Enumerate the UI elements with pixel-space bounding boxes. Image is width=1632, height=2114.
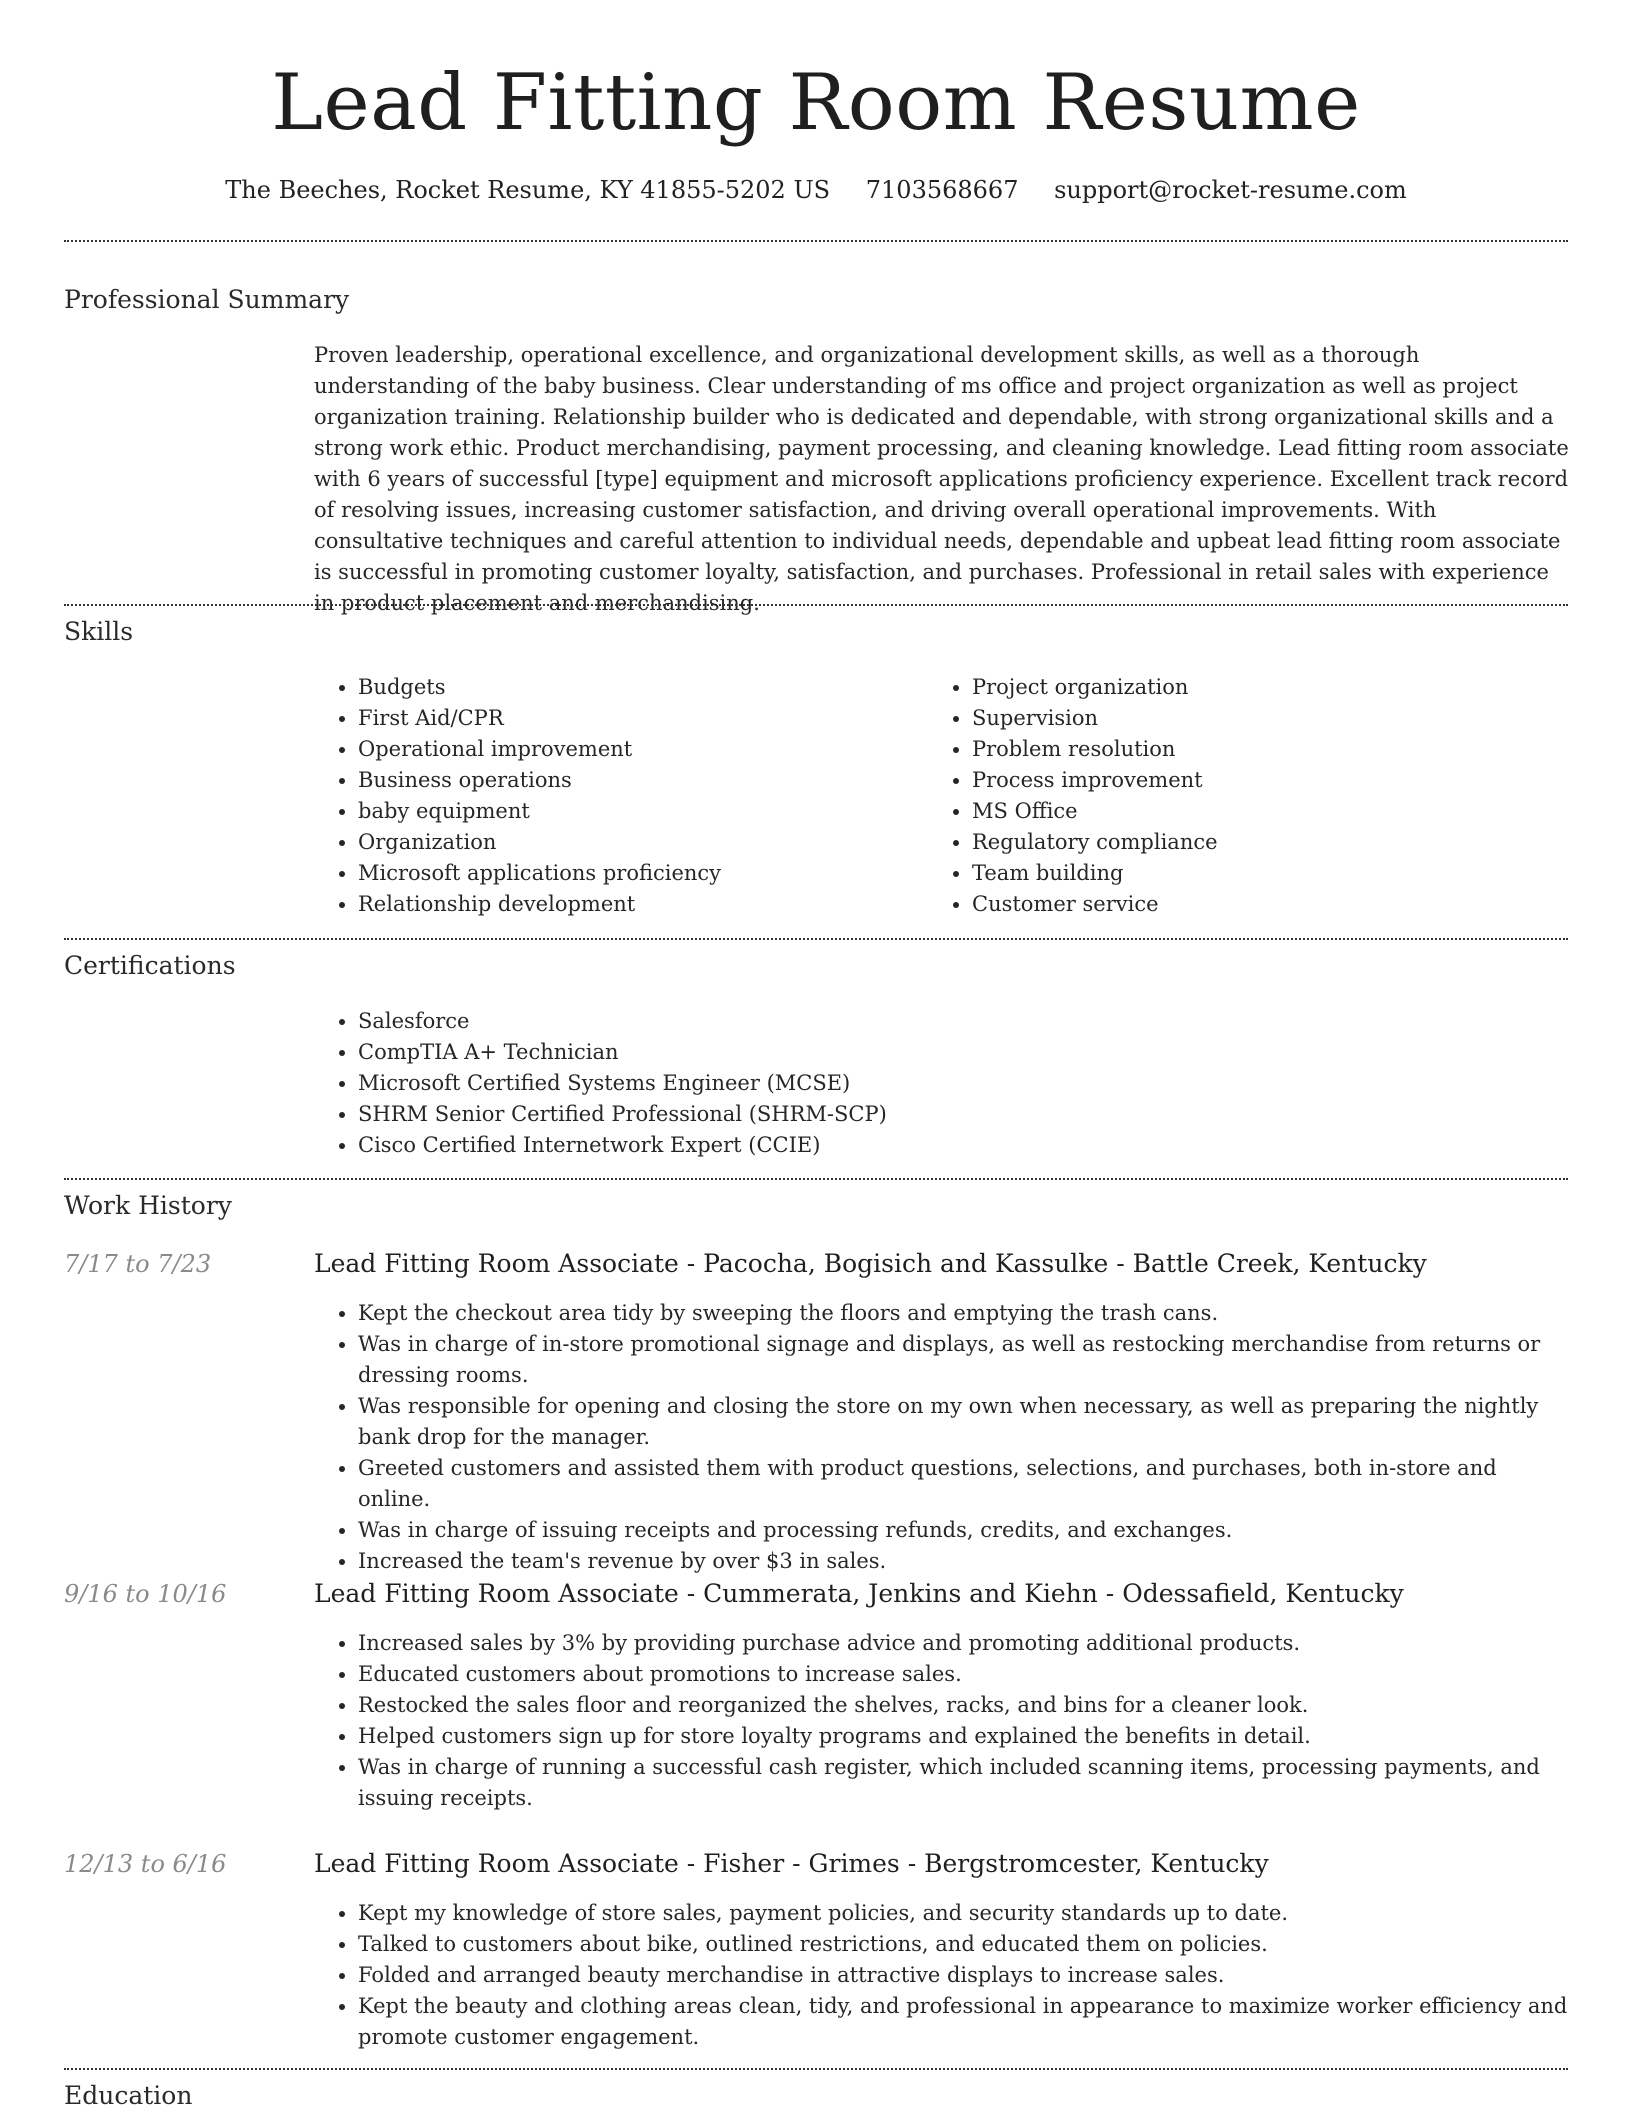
contact-address: The Beeches, Rocket Resume, KY 41855-5202 US: [225, 176, 831, 204]
job-bullet: • Increased the team's revenue by over $3 in sales.: [358, 1546, 1570, 1577]
section-divider: [64, 240, 1568, 242]
skill-item: • First Aid/CPR: [358, 703, 918, 734]
skill-item: • Organization: [358, 827, 918, 858]
summary-text: Proven leadership, operational excellence, and organizational development skills, as well as a thorough understanding of the baby business. Clear understanding of ms office and project organization as well as project organization training. Relationship builder who is dedicated and dependable, with strong organizational skills and a strong work ethic. Product merchandising, payment processing, and cleaning knowledge. Lead fitting room associate with 6 years of successful [type] equipment and microsoft applications proficiency experience. Excellent track record of resolving issues, increasing customer satisfaction, and driving overall operational improvements. With consultative techniques and careful attention to individual needs, dependable and upbeat lead fitting room associate is successful in promoting customer loyalty, satisfaction, and purchases. Professional in retail sales with experience in product placement and merchandising.: [314, 343, 1569, 615]
job-bullet: • Helped customers sign up for store loyalty programs and explained the benefits in detail.: [358, 1721, 1570, 1752]
certification-item: • SHRM Senior Certified Professional (SHRM-SCP): [358, 1099, 1558, 1130]
summary-heading: Professional Summary: [64, 285, 350, 314]
section-divider: [64, 2068, 1568, 2070]
job-title: Lead Fitting Room Associate - Cummerata, Jenkins and Kiehn - Odessafield, Kentucky: [314, 1579, 1404, 1608]
job-bullet: • Kept the checkout area tidy by sweeping the floors and emptying the trash cans.: [358, 1298, 1570, 1329]
skill-item: • Process improvement: [972, 765, 1572, 796]
job-dates: 7/17 to 7/23: [64, 1250, 212, 1278]
education-heading: Education: [64, 2081, 193, 2110]
certification-item: • Microsoft Certified Systems Engineer (MCSE): [358, 1068, 1558, 1099]
resume-title: Lead Fitting Room Resume: [271, 58, 1361, 148]
job-bullet: • Greeted customers and assisted them with product questions, selections, and purchases, both in-store and online.: [358, 1453, 1570, 1515]
certification-item: • CompTIA A+ Technician: [358, 1037, 1558, 1068]
skill-item: • Project organization: [972, 672, 1572, 703]
skill-item: • Business operations: [358, 765, 918, 796]
skill-item: • Supervision: [972, 703, 1572, 734]
section-divider: [64, 1178, 1568, 1180]
job-bullet: • Was in charge of running a successful cash register, which included scanning items, processing payments, and issuing receipts.: [358, 1752, 1570, 1814]
job-title: Lead Fitting Room Associate - Fisher - Grimes - Bergstromcester, Kentucky: [314, 1849, 1269, 1878]
skill-item: • Operational improvement: [358, 734, 918, 765]
certification-item: • Salesforce: [358, 1006, 1558, 1037]
job-bullet: • Kept my knowledge of store sales, payment policies, and security standards up to date.: [358, 1898, 1570, 1929]
skill-item: • Budgets: [358, 672, 918, 703]
skill-item: • Microsoft applications proficiency: [358, 858, 918, 889]
contact-email: support@rocket-resume.com: [1054, 176, 1407, 204]
job-bullets: [314, 1898, 1570, 2053]
job-bullet: • Was in charge of issuing receipts and processing refunds, credits, and exchanges.: [358, 1515, 1570, 1546]
skill-item: • Problem resolution: [972, 734, 1572, 765]
job-bullet: • Educated customers about promotions to increase sales.: [358, 1659, 1570, 1690]
skill-item: • Relationship development: [358, 889, 918, 920]
job-bullet: • Kept the beauty and clothing areas clean, tidy, and professional in appearance to maximize worker efficiency and promote customer engagement.: [358, 1991, 1570, 2053]
job-bullet: • Was in charge of in-store promotional signage and displays, as well as restocking merchandise from returns or dressing rooms.: [358, 1329, 1570, 1391]
job-bullet: • Was responsible for opening and closing the store on my own when necessary, as well as preparing the nightly bank drop for the manager.: [358, 1391, 1570, 1453]
section-divider: [64, 604, 1568, 606]
job-bullet: • Restocked the sales floor and reorganized the shelves, racks, and bins for a cleaner look.: [358, 1690, 1570, 1721]
skills-heading: Skills: [64, 617, 134, 646]
job-title: Lead Fitting Room Associate - Pacocha, Bogisich and Kassulke - Battle Creek, Kentucky: [314, 1249, 1427, 1278]
contact-line: [0, 170, 1632, 210]
skill-item: • Team building: [972, 858, 1572, 889]
work-history-heading: Work History: [64, 1191, 232, 1220]
job-bullet: • Folded and arranged beauty merchandise in attractive displays to increase sales.: [358, 1960, 1570, 1991]
job-dates: 9/16 to 10/16: [64, 1580, 227, 1608]
job-bullet: • Talked to customers about bike, outlined restrictions, and educated them on policies.: [358, 1929, 1570, 1960]
job-bullets: [314, 1628, 1570, 1814]
certification-item: • Cisco Certified Internetwork Expert (CCIE): [358, 1130, 1558, 1161]
section-divider: [64, 938, 1568, 940]
job-dates: 12/13 to 6/16: [64, 1850, 227, 1878]
certifications-heading: Certifications: [64, 951, 236, 980]
skills-list-left: [314, 672, 918, 920]
skill-item: • Customer service: [972, 889, 1572, 920]
job-bullet: • Increased sales by 3% by providing purchase advice and promoting additional products.: [358, 1628, 1570, 1659]
skill-item: • MS Office: [972, 796, 1572, 827]
job-bullets: [314, 1298, 1570, 1577]
certifications-list: [314, 1006, 1558, 1161]
skill-item: • Regulatory compliance: [972, 827, 1572, 858]
skill-item: • baby equipment: [358, 796, 918, 827]
contact-phone: 7103568667: [865, 176, 1019, 204]
skills-list-right: [928, 672, 1572, 920]
